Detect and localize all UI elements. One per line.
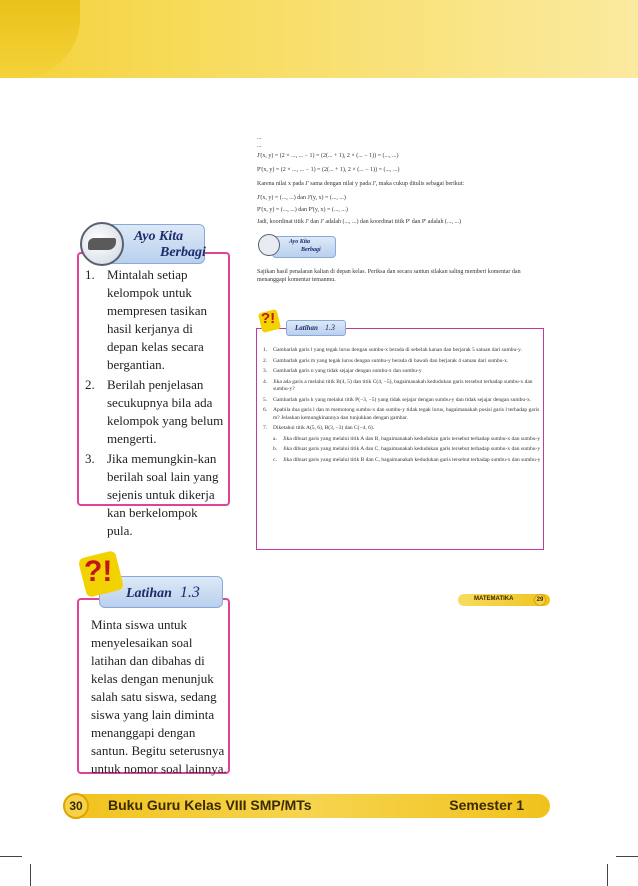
- inset-latihan-subitem: b. Jika dibuat garis yang melalui titik A dan C, bagaimanakah kedudukan garis tersebut terhadap sumbu-x dan sumbu-y: [273, 446, 541, 452]
- header-banner: [0, 0, 638, 78]
- inset-dots: ...: [257, 143, 262, 149]
- inset-latihan-item: 5. Gambarlah garis k yang melalui titik P(−3, −5) yang tidak sejajar dengan sumbu-y dan tidak sejajar dengan sumbu-x.: [263, 396, 532, 403]
- inset-handshake-icon: [258, 234, 280, 256]
- inset-latihan-item: 3. Gambarlah garis n yang tidak sejajar dengan sumbu-x dan sumbu-y: [263, 368, 422, 374]
- inset-latihan-item: 7. Diketahui titik A(5, 6), B(3, −3) dan C(−4, 6).: [263, 425, 375, 431]
- crop-mark: [607, 864, 608, 886]
- inset-text: Karena nilai x pada J' sama dengan nilai y pada J', maka cukup ditulis sebagai berikut:: [257, 181, 465, 187]
- inset-text: Jadi, koordinat titik J' dan J' adalah (..., ...) dan koordinat titik P' dan P' adalah (..., ...): [257, 219, 461, 225]
- footer-semester: Semester 1: [449, 797, 524, 813]
- ayo-kita-berbagi-box: [77, 252, 230, 538]
- exclamation-question-icon: ?!: [78, 548, 126, 596]
- latihan-instructions: Minta siswa untuk menyelesaikan soal latihan dan dibahas di kelas dengan menunjuk salah satu siswa, sedang siswa yang lain diminta menanggapi dengan santun. Begitu seterusnya untuk nomor soal lainnya.: [91, 617, 227, 776]
- banner-curve: [0, 0, 80, 78]
- inset-dots: ...: [257, 135, 262, 141]
- inset-latihan-item: 6. Apabila dua garis l dan m memotong sumbu-x dan sumbu-y tidak tegak lurus, bagaimanakah posisi garis l terhadap garis m? Jelaskan kemungkinannya dan tunjukkan dengan gambar.: [263, 407, 540, 421]
- inset-sajikan-text: Sajikan hasil penalaran kalian di depan kelas. Periksa dan secara santun silakan saling memberi komentar dan menanggapi komentar temanmu.: [257, 269, 521, 283]
- inset-page-preview: [250, 132, 550, 608]
- handshake-icon: [80, 222, 124, 266]
- inset-latihan-subitem: c. Jika dibuat garis yang melalui titik B dan C, bagaimanakah kedudukan garis tersebut terhadap sumbu-x dan sumbu-y: [273, 456, 541, 463]
- inset-footer-bar: MATEMATIKA 29: [458, 594, 550, 606]
- inset-latihan-box: [256, 328, 544, 550]
- latihan-box: [77, 598, 230, 774]
- crop-mark: [30, 864, 31, 886]
- inset-latihan-header: Latihan 1.3: [286, 320, 346, 336]
- ayo-kita-title-1: Ayo Kita: [134, 229, 184, 244]
- inset-exclamation-question-icon: ?!: [258, 308, 282, 332]
- latihan-title: Latihan 1.3: [126, 584, 200, 601]
- step-item: 2. Berilah penjelasan secukupnya bila ada kelompok yang belum mengerti.: [85, 377, 224, 446]
- inset-latihan-item: 1. Gambarlah garis l yang tegak lurus dengan sumbu-x berada di sebelah kanan dan berjarak 5 satuan dari sumbu-y.: [263, 347, 522, 353]
- inset-equation: P'(x, y) = (2 × ..., ... − 1) = (2(... + 1), 2 × (... − 1)) = (..., ...): [257, 167, 400, 173]
- inset-equation: J'(x, y) = (2 × ..., ... − 1) = (2(... + 1), 2 × (... − 1)) = (..., ...): [257, 153, 399, 159]
- step-item: 3. Jika memungkin-kan berilah soal lain yang sejenis untuk dikerja kan berkelompok pula.: [85, 451, 219, 538]
- inset-equation: J'(x, y) = (..., ...) dan J'(y, x) = (..., ...): [257, 195, 346, 201]
- inset-latihan-item: 4. Jika ada garis a melalui titik B(4, 5) dan titik C(4, −5), bagaimanakah kedudukan garis tersebut terhadap sumbu-x dan sumbu-y?: [263, 378, 533, 392]
- crop-mark: [616, 856, 638, 857]
- inset-equation: P'(x, y) = (..., ...) dan P'(y, x) = (..., ...): [257, 207, 348, 213]
- step-item: 1. Mintalah setiap kelompok untuk mempresen tasikan hasil kerjanya di depan kelas secara bergantian.: [85, 267, 207, 372]
- ayo-kita-title-2: Berbagi: [160, 245, 206, 260]
- inset-ayo-header: Ayo Kita Berbagi: [272, 236, 336, 258]
- crop-mark: [0, 856, 22, 857]
- inset-latihan-item: 2. Gambarlah garis m yang tegak lurus dengan sumbu-y berada di bawah dan berjarak 4 satuan dari sumbu-x.: [263, 357, 509, 364]
- inset-latihan-subitem: a. Jika dibuat garis yang melalui titik A dan B, bagaimanakah kedudukan garis tersebut terhadap sumbu-x dan sumbu-y: [273, 435, 541, 442]
- page-number-badge: 30: [63, 793, 89, 819]
- inset-footer-badge: 29: [534, 594, 546, 606]
- footer-bar: [64, 794, 550, 818]
- footer-book-title: Buku Guru Kelas VIII SMP/MTs: [108, 797, 312, 813]
